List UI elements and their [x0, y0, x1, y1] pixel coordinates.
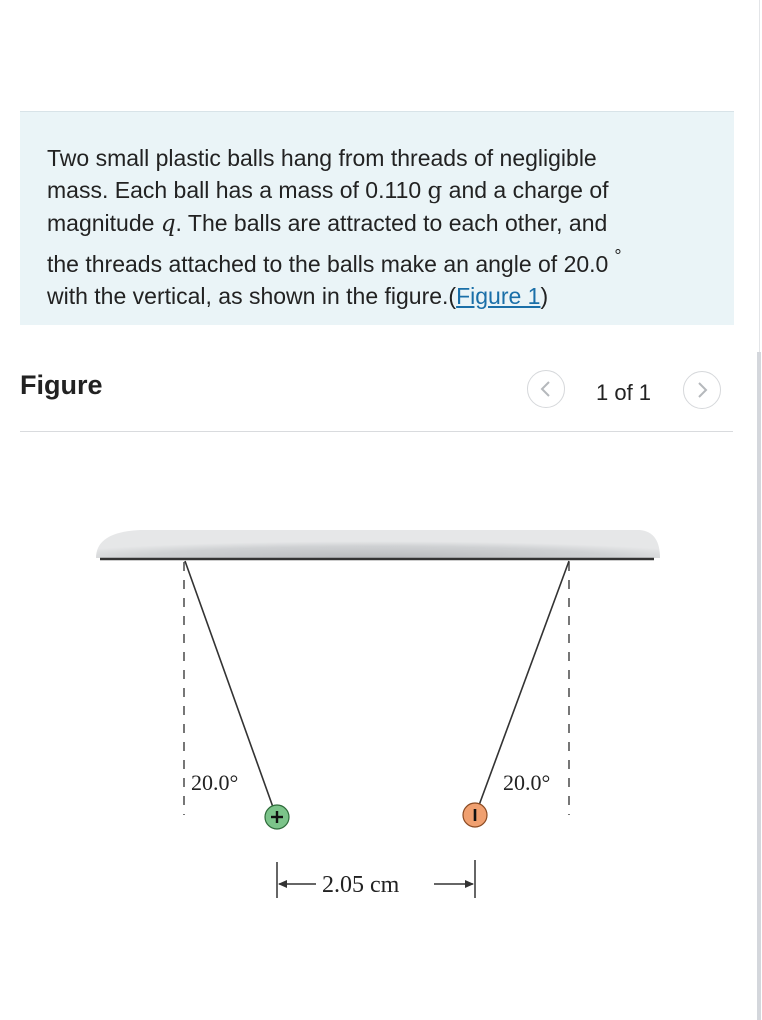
- positive-charge-ball: [265, 805, 289, 829]
- distance-arrowhead-right: [465, 880, 474, 888]
- degree-symbol: °: [614, 246, 622, 266]
- problem-line: . The balls are attracted to each other, and: [175, 210, 608, 236]
- problem-line: Two small plastic balls hang from threads of negligible: [47, 145, 597, 171]
- problem-line: the threads attached to the balls make an angle of 20.0: [47, 251, 609, 277]
- figure-heading: Figure: [20, 370, 103, 400]
- left-angle-label: 20.0°: [191, 770, 239, 795]
- problem-line: mass. Each ball has a mass of 0.110: [47, 177, 428, 203]
- problem-line: ): [540, 283, 549, 309]
- problem-line: with the vertical, as shown in the figure.(: [47, 283, 457, 309]
- problem-line: magnitude: [47, 210, 161, 236]
- figure-page-count: 1 of 1: [596, 380, 652, 405]
- right-angle-label: 20.0°: [503, 770, 551, 795]
- figure-1-link[interactable]: Figure 1: [456, 283, 541, 309]
- negative-charge-ball: [463, 803, 487, 827]
- charge-variable: q: [160, 211, 176, 237]
- distance-label: 2.05 cm: [322, 872, 400, 898]
- mass-unit: g: [427, 178, 443, 204]
- distance-arrowhead-left: [278, 880, 287, 888]
- problem-line: and a charge of: [442, 177, 609, 203]
- ceiling-shadow: [96, 530, 660, 558]
